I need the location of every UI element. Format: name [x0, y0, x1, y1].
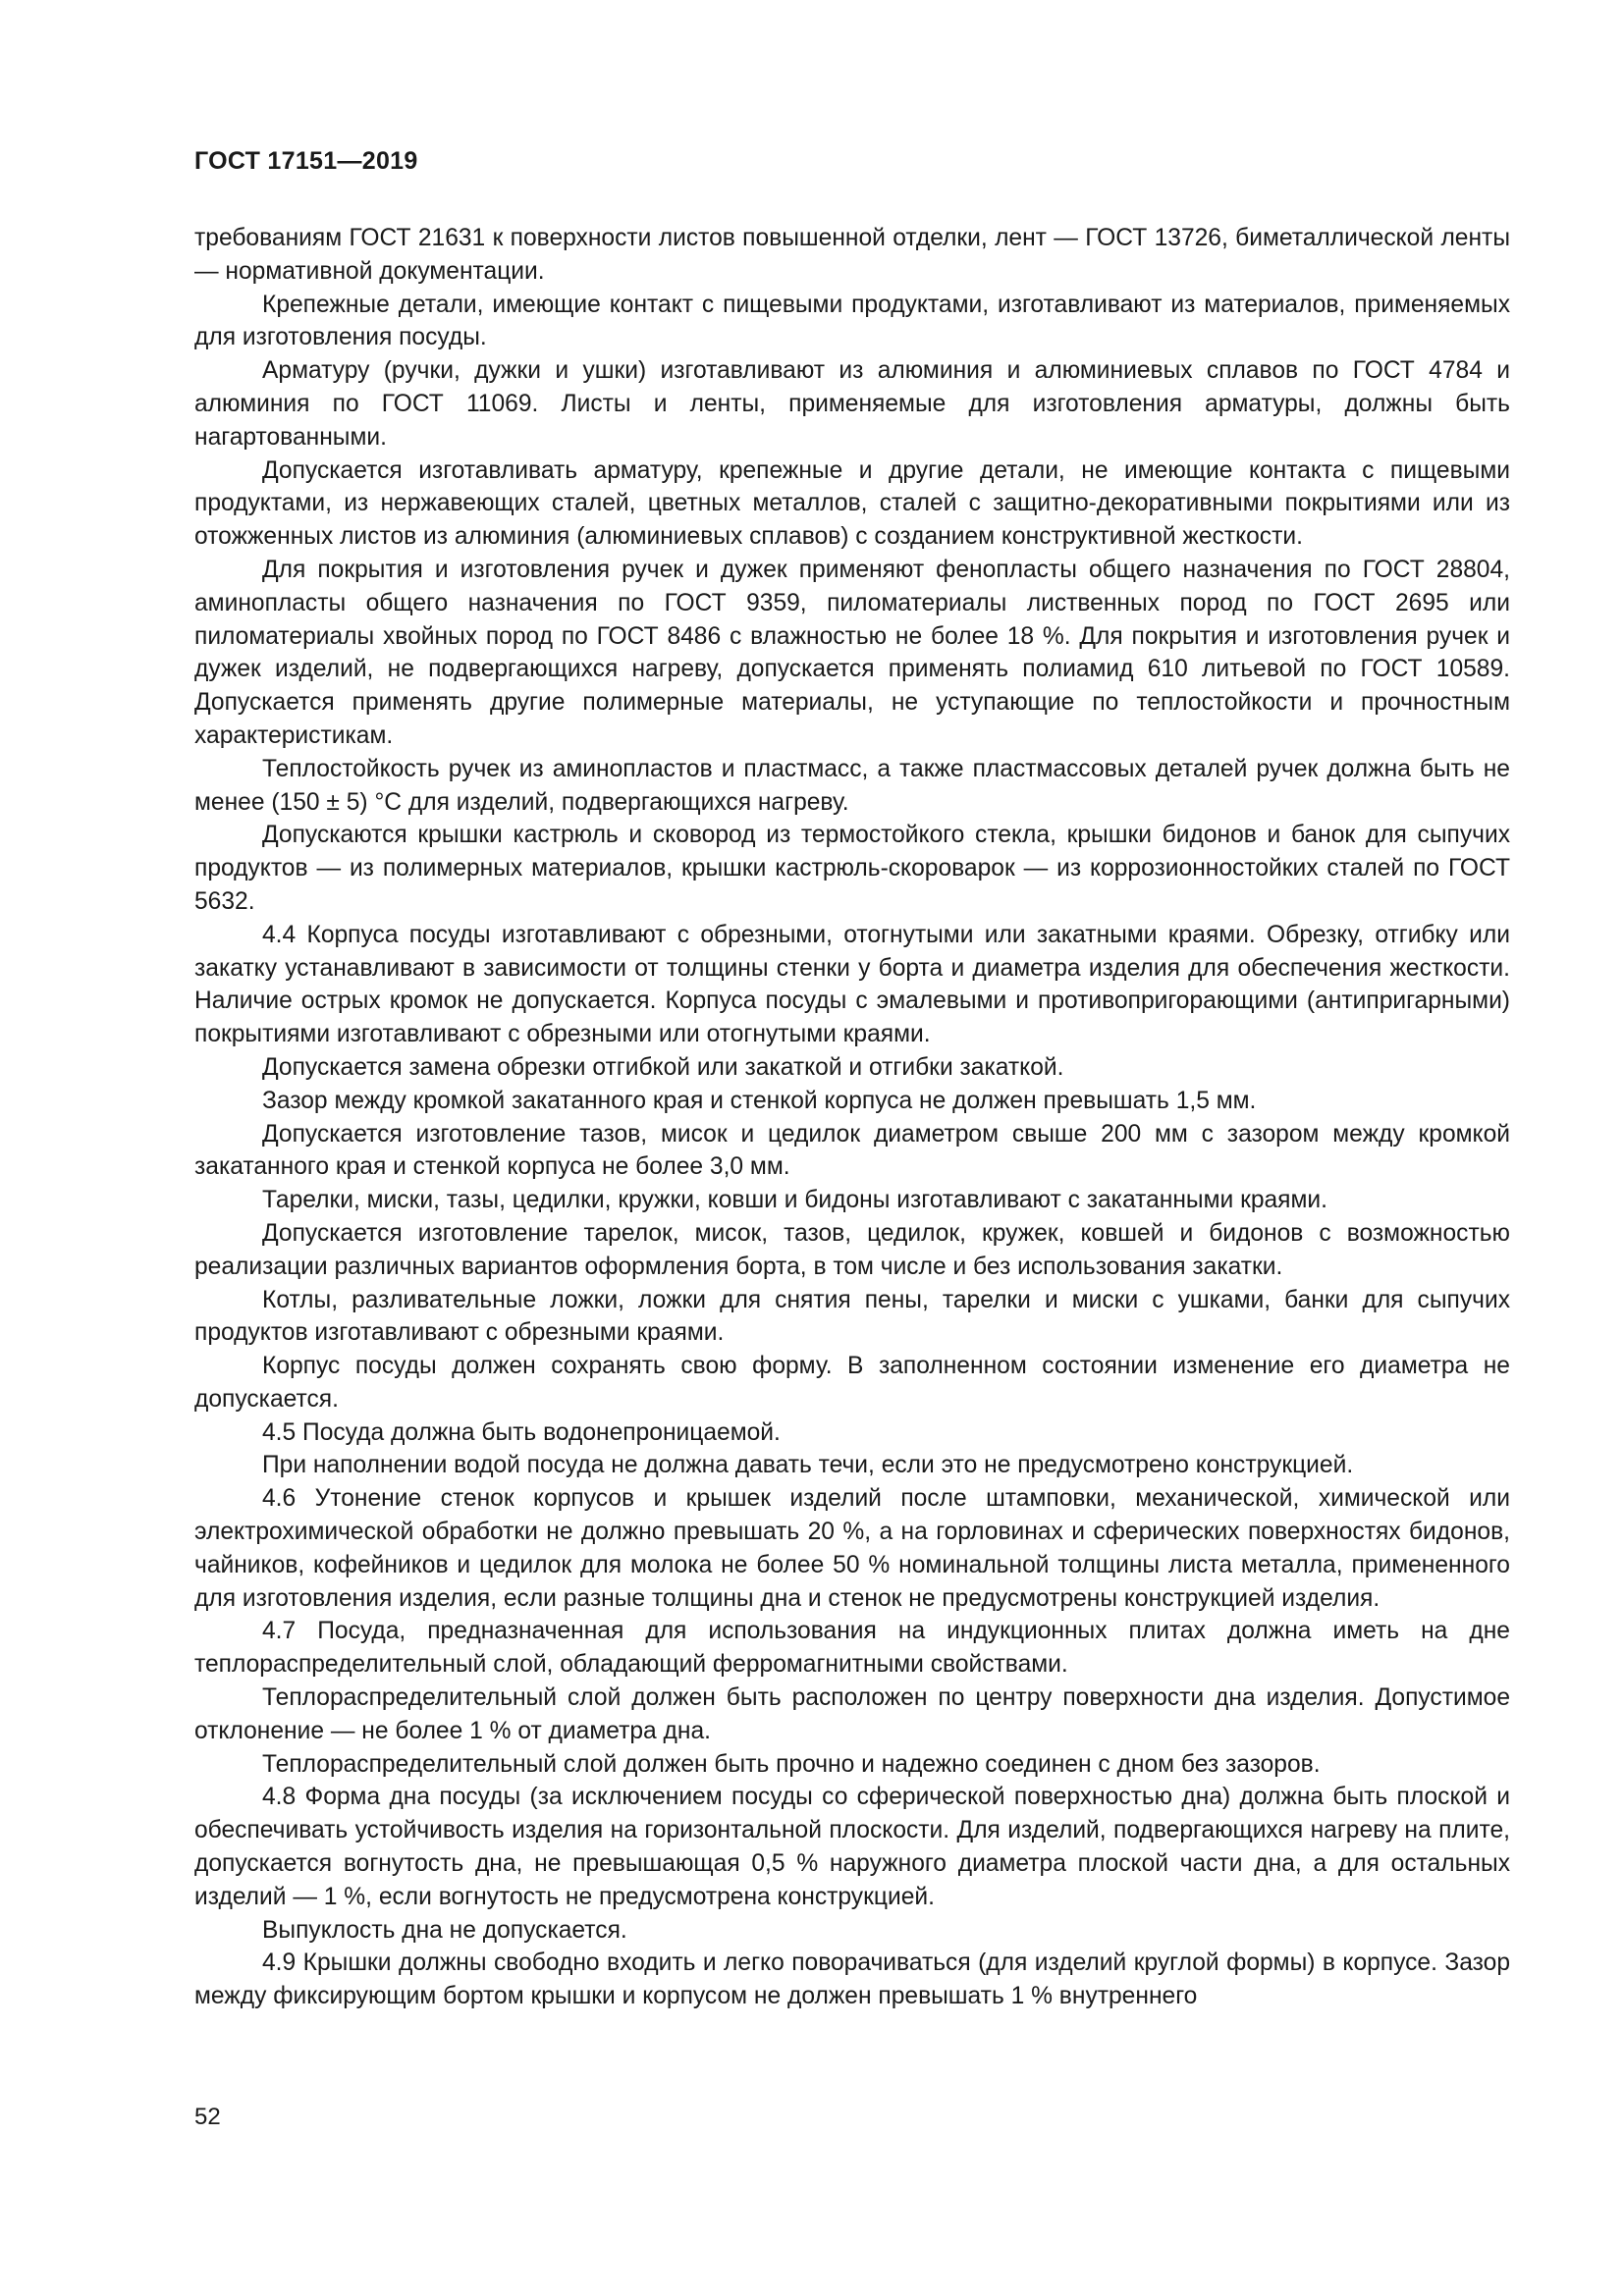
paragraph: Котлы, разливательные ложки, ложки для снятия пены, тарелки и миски с ушками, банки для сыпучих продуктов изготавливают с обрезными краями. [194, 1286, 1510, 1347]
paragraph: Допускаются крышки кастрюль и сковород из термостойкого стекла, крышки бидонов и банок для сыпучих продуктов — из полимерных материалов, крышки кастрюль-скороварок — из коррозионностойких сталей по ГОСТ 5632. [194, 822, 1510, 915]
page-number: 52 [194, 2104, 221, 2130]
paragraph-4-8: 4.8 Форма дна посуды (за исключением посуды со сферической поверхностью дна) должна быть плоской и обеспечивать устойчивость изделия на горизонтальной плоскости. Для изделий, подвергающихся нагреву на плите, допускается вогнутость дна, не превышающая 0,5 % наружного диаметра плоской части дна, а для остальных изделий — 1 %, если вогнутость не предусмотрена конструкцией. [194, 1784, 1510, 1910]
paragraph: Теплораспределительный слой должен быть прочно и надежно соединен с дном без зазоров. [262, 1750, 1321, 1778]
paragraph: Зазор между кромкой закатанного края и стенкой корпуса не должен превышать 1,5 мм. [262, 1087, 1257, 1114]
paragraph: Крепежные детали, имеющие контакт с пищевыми продуктами, изготавливают из материалов, применяемых для изготовления посуды. [194, 291, 1510, 351]
paragraph: Допускается изготовление тарелок, мисок, тазов, цедилок, кружек, ковшей и бидонов с возможностью реализации различных вариантов оформления борта, в том числе и без использования закатки. [194, 1219, 1510, 1280]
paragraph: Тарелки, миски, тазы, цедилки, кружки, ковши и бидоны изготавливают с закатанными краями. [262, 1187, 1327, 1214]
paragraph: При наполнении водой посуда не должна давать течи, если это не предусмотрено конструкцией. [262, 1452, 1354, 1479]
document-body [194, 222, 1510, 2013]
paragraph-4-4: 4.4 Корпуса посуды изготавливают с обрезными, отогнутыми или закатными краями. Обрезку, отгибку или закатку устанавливают в зависимости от толщины стенки у борта и диаметра изделия для обеспечения жесткости. Наличие острых кромок не допускается. Корпуса посуды с эмалевыми и противопригорающими (антипригарными) покрытиями изготавливают с обрезными или отогнутыми краями. [194, 921, 1510, 1048]
paragraph-continuation: требованиям ГОСТ 21631 к поверхности листов повышенной отделки, лент — ГОСТ 13726, биметаллической ленты — нормативной документации. [194, 225, 1510, 285]
document-header: ГОСТ 17151—2019 [194, 147, 418, 175]
paragraph-4-5: 4.5 Посуда должна быть водонепроницаемой. [262, 1418, 781, 1446]
paragraph: Выпуклость дна не допускается. [262, 1916, 627, 1944]
paragraph: Арматуру (ручки, дужки и ушки) изготавливают из алюминия и алюминиевых сплавов по ГОСТ 4784 и алюминия по ГОСТ 11069. Листы и ленты, применяемые для изготовления арматуры, должны быть нагартованными. [194, 357, 1510, 451]
paragraph: Теплостойкость ручек из аминопластов и пластмасс, а также пластмассовых деталей ручек должна быть не менее (150 ± 5) °С для изделий, подвергающихся нагреву. [194, 755, 1510, 816]
paragraph: Допускается изготовление тазов, мисок и цедилок диаметром свыше 200 мм с зазором между кромкой закатанного края и стенкой корпуса не более 3,0 мм. [194, 1120, 1510, 1181]
paragraph: Для покрытия и изготовления ручек и дужек применяют фенопласты общего назначения по ГОСТ 28804, аминопласты общего назначения по ГОСТ 9359, пиломатериалы лиственных пород по ГОСТ 2695 или пиломатериалы хвойных пород по ГОСТ 8486 с влажностью не более 18 %. Для покрытия и изготовления ручек и дужек изделий, не подвергающихся нагреву, допускается применять полиамид 610 литьевой по ГОСТ 10589. Допускается применять другие полимерные материалы, не уступающие по теплостойкости и прочностным характеристикам. [194, 556, 1510, 749]
paragraph-4-6: 4.6 Утонение стенок корпусов и крышек изделий после штамповки, механической, химической или электрохимической обработки не должно превышать 20 %, а на горловинах и сферических поверхностях бидонов, чайников, кофейников и цедилок для молока не более 50 % номинальной толщины листа металла, примененного для изготовления изделия, если разные толщины дна и стенок не предусмотрены конструкцией изделия. [194, 1485, 1510, 1612]
paragraph: Теплораспределительный слой должен быть расположен по центру поверхности дна изделия. Допустимое отклонение — не более 1 % от диаметра дна. [194, 1684, 1510, 1744]
paragraph: Допускается изготавливать арматуру, крепежные и другие детали, не имеющие контакта с пищевыми продуктами, из нержавеющих сталей, цветных металлов, сталей с защитно-декоративными покрытиями или из отожженных листов из алюминия (алюминиевых сплавов) с созданием конструктивной жесткости. [194, 456, 1510, 551]
paragraph-4-7: 4.7 Посуда, предназначенная для использования на индукционных плитах должна иметь на дне теплораспределительный слой, обладающий ферромагнитными свойствами. [194, 1618, 1510, 1679]
paragraph-4-9: 4.9 Крышки должны свободно входить и легко поворачиваться (для изделий круглой формы) в корпусе. Зазор между фиксирующим бортом крышки и корпусом не должен превышать 1 % внутреннего [194, 1949, 1510, 2010]
paragraph: Корпус посуды должен сохранять свою форму. В заполненном состоянии изменение его диаметра не допускается. [194, 1353, 1510, 1413]
paragraph: Допускается замена обрезки отгибкой или закаткой и отгибки закаткой. [262, 1053, 1064, 1081]
